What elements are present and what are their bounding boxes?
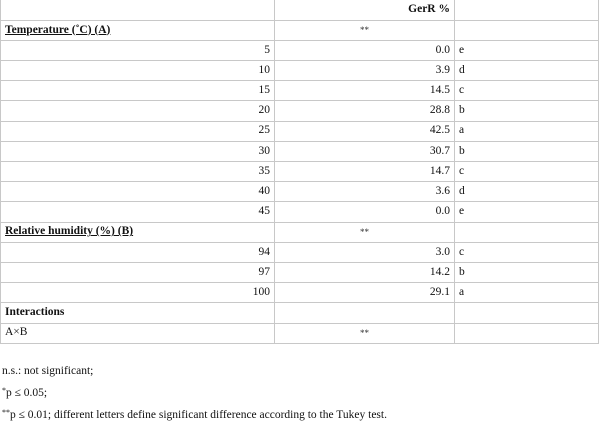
temperature-row [1, 61, 599, 81]
humidity-gerr: 3.0 [275, 242, 455, 262]
temperature-section-row [1, 20, 599, 40]
temperature-row [1, 121, 599, 141]
footnote-p05 [2, 381, 598, 403]
temperature-gerr: 30.7 [275, 141, 455, 161]
temperature-group: a [455, 121, 599, 141]
temperature-value: 20 [1, 101, 275, 121]
temperature-gerr: 0.0 [275, 202, 455, 222]
temperature-significance: ** [275, 20, 455, 40]
temperature-value: 5 [1, 40, 275, 60]
interaction-label: A×B [1, 323, 275, 343]
humidity-gerr: 14.2 [275, 262, 455, 282]
temperature-gerr: 42.5 [275, 121, 455, 141]
temperature-group: b [455, 101, 599, 121]
temperature-gerr: 28.8 [275, 101, 455, 121]
header-cell-factor [1, 0, 275, 20]
humidity-row [1, 242, 599, 262]
humidity-gerr: 29.1 [275, 283, 455, 303]
temperature-group: b [455, 141, 599, 161]
interaction-row [1, 323, 599, 343]
temperature-group: d [455, 61, 599, 81]
temperature-gerr: 3.6 [275, 182, 455, 202]
interactions-section-label: Interactions [1, 303, 275, 323]
footnote-p05-text: p ≤ 0.05; [6, 387, 48, 400]
temperature-row [1, 40, 599, 60]
temperature-gerr: 0.0 [275, 40, 455, 60]
humidity-significance: ** [275, 222, 455, 242]
temperature-group: e [455, 202, 599, 222]
footnote-p01-mark: ** [2, 408, 10, 418]
temperature-value: 15 [1, 81, 275, 101]
footnote-p01 [2, 403, 598, 425]
humidity-section-row [1, 222, 599, 242]
humidity-section-label: Relative humidity (%) (B) [1, 222, 275, 242]
empty-cell [455, 303, 599, 323]
temperature-group: c [455, 81, 599, 101]
footnote-p01-text: p ≤ 0.01; different letters define significant difference according to the Tukey test. [10, 409, 387, 422]
footnote-ns: n.s.: not significant; [2, 365, 94, 377]
empty-cell [455, 222, 599, 242]
humidity-group: c [455, 242, 599, 262]
temperature-group: c [455, 162, 599, 182]
temperature-value: 35 [1, 162, 275, 182]
temperature-gerr: 14.5 [275, 81, 455, 101]
temperature-value: 40 [1, 182, 275, 202]
temperature-value: 30 [1, 141, 275, 161]
temperature-group: e [455, 40, 599, 60]
temperature-row [1, 202, 599, 222]
table-footnotes [2, 362, 598, 426]
temperature-value: 45 [1, 202, 275, 222]
temperature-value: 10 [1, 61, 275, 81]
temperature-value: 25 [1, 121, 275, 141]
temperature-row [1, 162, 599, 182]
humidity-row [1, 283, 599, 303]
humidity-group: b [455, 262, 599, 282]
humidity-value: 97 [1, 262, 275, 282]
humidity-value: 100 [1, 283, 275, 303]
temperature-row [1, 141, 599, 161]
temperature-row [1, 81, 599, 101]
header-row [1, 0, 599, 20]
temperature-gerr: 3.9 [275, 61, 455, 81]
footnote-p05-mark: * [2, 386, 6, 396]
header-cell-group [455, 0, 599, 20]
temperature-row [1, 101, 599, 121]
humidity-value: 94 [1, 242, 275, 262]
humidity-row [1, 262, 599, 282]
interaction-significance: ** [275, 323, 455, 343]
temperature-row [1, 182, 599, 202]
header-cell-gerr: GerR % [275, 0, 455, 20]
humidity-group: a [455, 283, 599, 303]
empty-cell [455, 20, 599, 40]
empty-cell [275, 303, 455, 323]
empty-cell [455, 323, 599, 343]
temperature-gerr: 14.7 [275, 162, 455, 182]
temperature-group: d [455, 182, 599, 202]
interactions-section-row [1, 303, 599, 323]
temperature-section-label: Temperature (˚C) (A) [1, 20, 275, 40]
